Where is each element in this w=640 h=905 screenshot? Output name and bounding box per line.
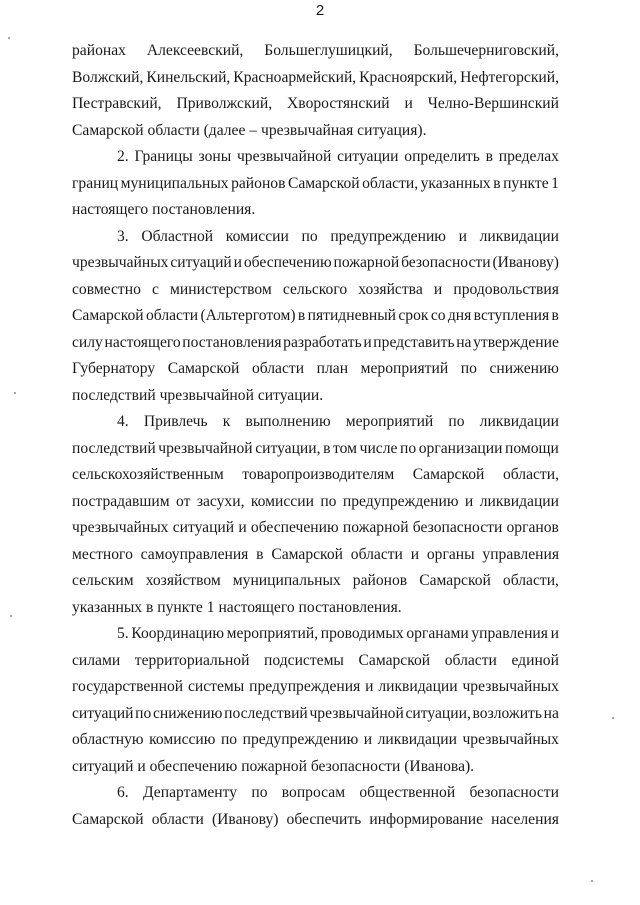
text-line [72,489,559,516]
text-line [72,648,559,675]
word: и [238,519,247,536]
word: Самарской [287,174,360,192]
word: (Иванову) [492,254,559,271]
word: пятидневный [307,307,397,324]
text-line [72,224,559,251]
word: Челно-Вершинский [427,95,559,112]
text-line [72,91,559,118]
word: утверждение [473,333,559,351]
text-line [72,807,559,834]
word: возложить [472,704,542,722]
word: в [485,148,493,165]
word: по [448,413,465,430]
word: в [256,545,264,563]
paragraph [72,38,559,144]
word: органы [426,545,475,563]
word: и [410,545,420,563]
word: числе [359,439,398,457]
word: государственной [72,678,184,695]
word: мероприятий [360,360,449,377]
word: пределах [498,148,559,165]
word: Самарской [412,466,485,483]
word: срок [398,307,429,324]
word: на [456,333,472,351]
text-line [72,118,559,145]
text-line [72,780,559,807]
word: со [430,307,446,324]
word: Большеглушицкий, [264,42,393,59]
word: последствий [224,704,308,722]
word: разработать [283,333,362,351]
word: пострадавшим [72,492,170,510]
word: в [493,174,501,192]
word: и [363,731,373,748]
word: ликвидации [479,492,559,510]
word: снижению [489,360,559,377]
word: определить [404,148,480,165]
word: чрезвычайных [72,254,169,271]
paragraph [72,409,559,621]
word: единой [511,651,559,669]
scan-speck [612,717,614,719]
word: Красноярский, [359,68,458,86]
word: и [433,280,443,298]
word: обеспечению [243,254,332,271]
word: по [400,439,417,457]
word: Самарской [271,545,343,563]
word: области [251,360,305,377]
scan-speck [8,37,10,39]
word: 4. [117,413,129,430]
word: в [323,439,331,457]
word: и [550,625,559,642]
word: районах [72,42,126,59]
paragraph [72,144,559,224]
word: организации [418,439,503,457]
text-line [72,701,559,728]
word: пункте [503,174,549,192]
text-line [72,542,559,569]
word: Областной [141,227,214,245]
word: Красноармейский, [233,68,357,86]
word: границ [72,174,119,192]
word: комиссии [250,492,314,510]
word: Алексеевский, [146,42,244,59]
word: общественной [359,784,456,801]
word: и [404,95,413,112]
word: районов [352,572,408,589]
word: ситуации [337,148,399,165]
word: области, [502,572,559,589]
word: Самарской [167,360,240,377]
word: и [363,333,372,351]
word: Координацию [131,625,225,642]
word: по [135,704,152,722]
word: местного [72,545,133,563]
word: области [146,307,199,324]
word: муниципальных [120,174,229,192]
word: министерством [170,280,272,298]
word: мероприятий [345,413,434,430]
text-line [72,595,559,622]
word: обеспечению [250,519,339,536]
word: засухи, [196,492,245,510]
word: самоуправления [140,545,249,563]
word: населения [491,810,559,828]
word: чрезвычайных [72,519,169,536]
word: вопросам [281,784,346,801]
word: сельского [282,280,348,298]
word: настоящего [104,333,181,351]
word: с [152,280,159,298]
word: Самарской [72,810,144,828]
word: территориальной [134,651,250,669]
word: Большечерниговский, [413,42,559,59]
word: Самарской [419,572,491,589]
word: областную [72,731,144,748]
word: области [151,810,204,828]
word: совместно [72,280,141,298]
text-line [72,462,559,489]
word: чрезвычайной [236,148,332,165]
word: и [365,678,374,695]
text-line [72,436,559,463]
text-line [72,197,559,224]
word: и [464,492,474,510]
word: указанных [420,174,491,192]
text-line [72,621,559,648]
word: последствий чрезвычайной ситуации. [72,386,324,404]
word: и [233,254,242,271]
word: органами [406,625,469,642]
word: в [297,307,306,324]
word: ситуаций [170,254,232,271]
word: 2. [117,148,129,165]
word: по [220,731,238,748]
word: системы [187,678,245,695]
word: по [251,784,268,801]
scan-speck [591,880,593,882]
text-line [72,171,559,198]
text-line [72,383,559,410]
scan-speck [14,392,16,394]
word: области [350,545,403,563]
word: от [176,492,191,510]
text-line [72,356,559,383]
word: сельскохозяйственным [72,466,224,483]
word: ситуаций [72,704,134,722]
text-line [72,277,559,304]
text-line [72,754,559,781]
word: Нефтегорский, [460,68,559,86]
text-line [72,409,559,436]
word: чрезвычайных [462,731,559,748]
word: муниципальных [232,572,341,589]
word: управления [482,545,559,563]
word: по [460,360,477,377]
word: предупреждению [342,492,459,510]
word: (Иванову) [211,810,279,828]
word: пожарной [333,254,400,271]
word: Самарской [72,307,144,324]
word: зоны [198,148,232,165]
word: Волжский, [72,68,144,86]
text-line [72,330,559,357]
word: области, [362,174,419,192]
text-line [72,250,559,277]
word: сельским [72,572,134,589]
page-number: 2 [315,2,325,19]
word: силами [72,651,121,669]
text-line [72,674,559,701]
word: том [333,439,358,457]
word: 3. [117,227,129,245]
word: предупреждению [242,731,359,748]
word: Самарской области (далее – чрезвычайная ситуация). [72,121,427,139]
word: и [458,227,467,245]
word: чрезвычайной [309,704,404,722]
word: области, [502,466,559,483]
word: ликвидации [479,227,559,245]
word: безопасности [401,254,491,271]
word: дня [447,307,472,324]
word: ликвидации [377,731,457,748]
word: Хворостянский [287,95,390,112]
word: ситуации, [405,704,471,722]
word: настоящего постановления. [72,201,256,218]
word: районов [231,174,286,192]
word: ситуаций [172,519,235,536]
word: на [543,704,559,722]
word: проводимых [320,625,404,642]
word: Приволжский, [176,95,273,112]
word: управления [471,625,548,642]
word: чрезвычайной [158,439,253,457]
word: товаропроизводителям [242,466,395,483]
word: 5. [117,625,129,642]
word: хозяйства [358,280,423,298]
word: продовольствия [453,280,559,298]
word: области [444,651,497,669]
word: (Альтерготом) [200,307,296,324]
word: в [551,307,559,324]
document-body [72,38,559,833]
word: план [316,360,349,377]
word: снижению [152,704,223,722]
text-line [72,144,559,171]
paragraph [72,780,559,833]
word: чрезвычайных [462,678,559,695]
text-line [72,568,559,595]
word: указанных в пункте 1 настоящего постановления. [72,598,402,616]
word: по [320,492,337,510]
text-line [72,38,559,65]
word: представить [373,333,455,351]
word: ситуации, [255,439,321,457]
text-line [72,65,559,92]
word: подсистемы [264,651,344,669]
word: вступления [473,307,550,324]
word: выполнению [245,413,331,430]
text-line [72,727,559,754]
text-line [72,303,559,330]
word: Департаменту [142,784,238,801]
word: 1 [551,174,559,192]
word: ликвидации [479,413,559,430]
word: пожарной [342,519,409,536]
word: хозяйством [145,572,221,589]
word: предупреждению [330,227,446,245]
text-line [72,515,559,542]
word: Границы [134,148,193,165]
word: последствий [72,439,156,457]
word: 6. [117,784,129,801]
word: Привлечь [143,413,208,430]
word: Самарской [358,651,431,669]
word: Пестравский, [72,95,162,112]
word: Кинельский, [146,68,231,86]
word: обеспечить [286,810,362,828]
word: предупреждения [249,678,361,695]
word: органов [506,519,559,536]
word: информирование [369,810,484,828]
word: к [222,413,231,430]
word: Губернатору [72,360,156,377]
word: по [301,227,318,245]
word: постановления [182,333,282,351]
word: безопасности [469,784,559,801]
word: комиссии [225,227,289,245]
word: безопасности [412,519,503,536]
paragraph [72,621,559,780]
word: силу [72,333,103,351]
word: ликвидации [378,678,458,695]
word: помощи [505,439,559,457]
word: ситуаций и обеспечению пожарной безопасности (Иванова). [72,757,475,775]
scan-speck [10,615,12,617]
word: мероприятий, [226,625,319,642]
word: комиссию [149,731,216,748]
paragraph [72,224,559,410]
